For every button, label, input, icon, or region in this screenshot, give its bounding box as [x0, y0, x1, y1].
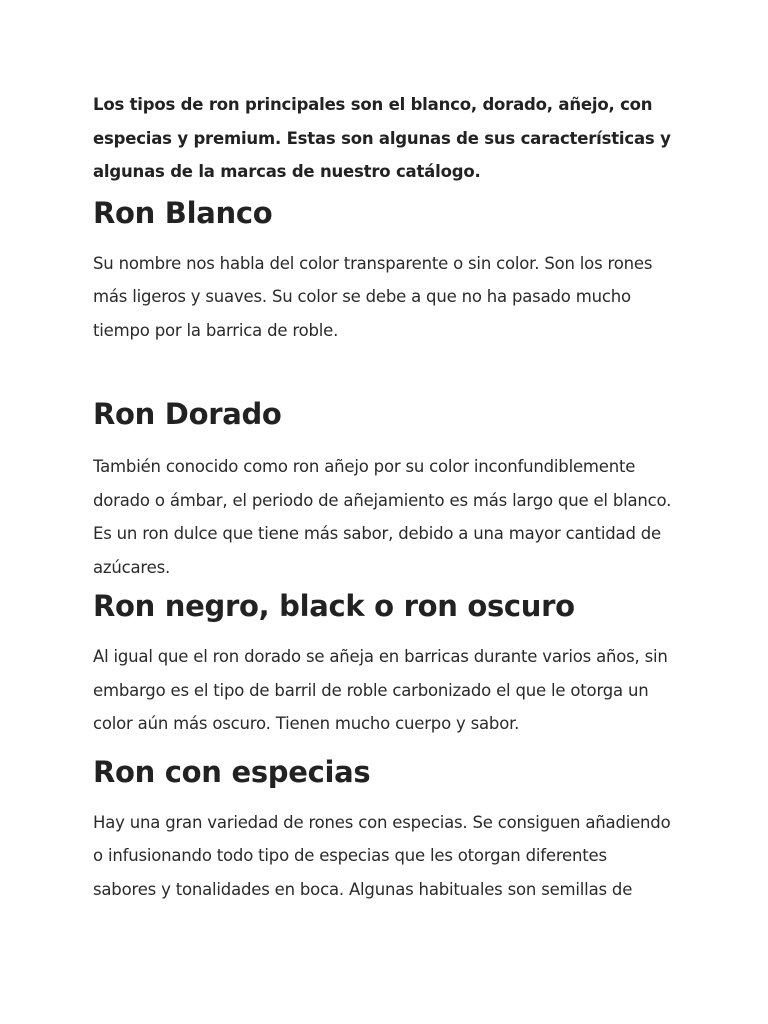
intro-paragraph: Los tipos de ron principales son el blanco, dorado, añejo, con especias y premium. Estas son algunas de sus características y algunas de la marcas de nuestro catálogo. [93, 95, 671, 181]
section-heading-ron-dorado: Ron Dorado [93, 397, 282, 431]
section-heading-ron-con-especias: Ron con especias [93, 754, 371, 789]
section-heading-ron-blanco: Ron Blanco [93, 195, 273, 230]
section-text-ron-blanco: Su nombre nos habla del color transparente o sin color. Son los rones más ligeros y suaves. Su color se debe a que no ha pasado mucho tiempo por la barrica de roble. [93, 253, 653, 340]
section-text-ron-dorado: También conocido como ron añejo por su color inconfundiblemente dorado o ámbar, el periodo de añejamiento es más largo que el blanco. Es un ron dulce que tiene más sabor, debido a una mayor cantidad de azúcares. [93, 457, 672, 577]
section-text-ron-negro: Al igual que el ron dorado se añeja en barricas durante varios años, sin embargo es el tipo de barril de roble carbonizado el que le otorga un color aún más oscuro. Tienen mucho cuerpo y sabor. [93, 647, 668, 733]
document-body [93, 88, 693, 906]
section-text-ron-con-especias: Hay una gran variedad de rones con especias. Se consiguen añadiendo o infusionando todo tipo de especias que les otorgan diferentes sabores y tonalidades en boca. Algunas habituales son semillas de [93, 812, 671, 899]
section-heading-ron-negro: Ron negro, black o ron oscuro [93, 589, 575, 623]
